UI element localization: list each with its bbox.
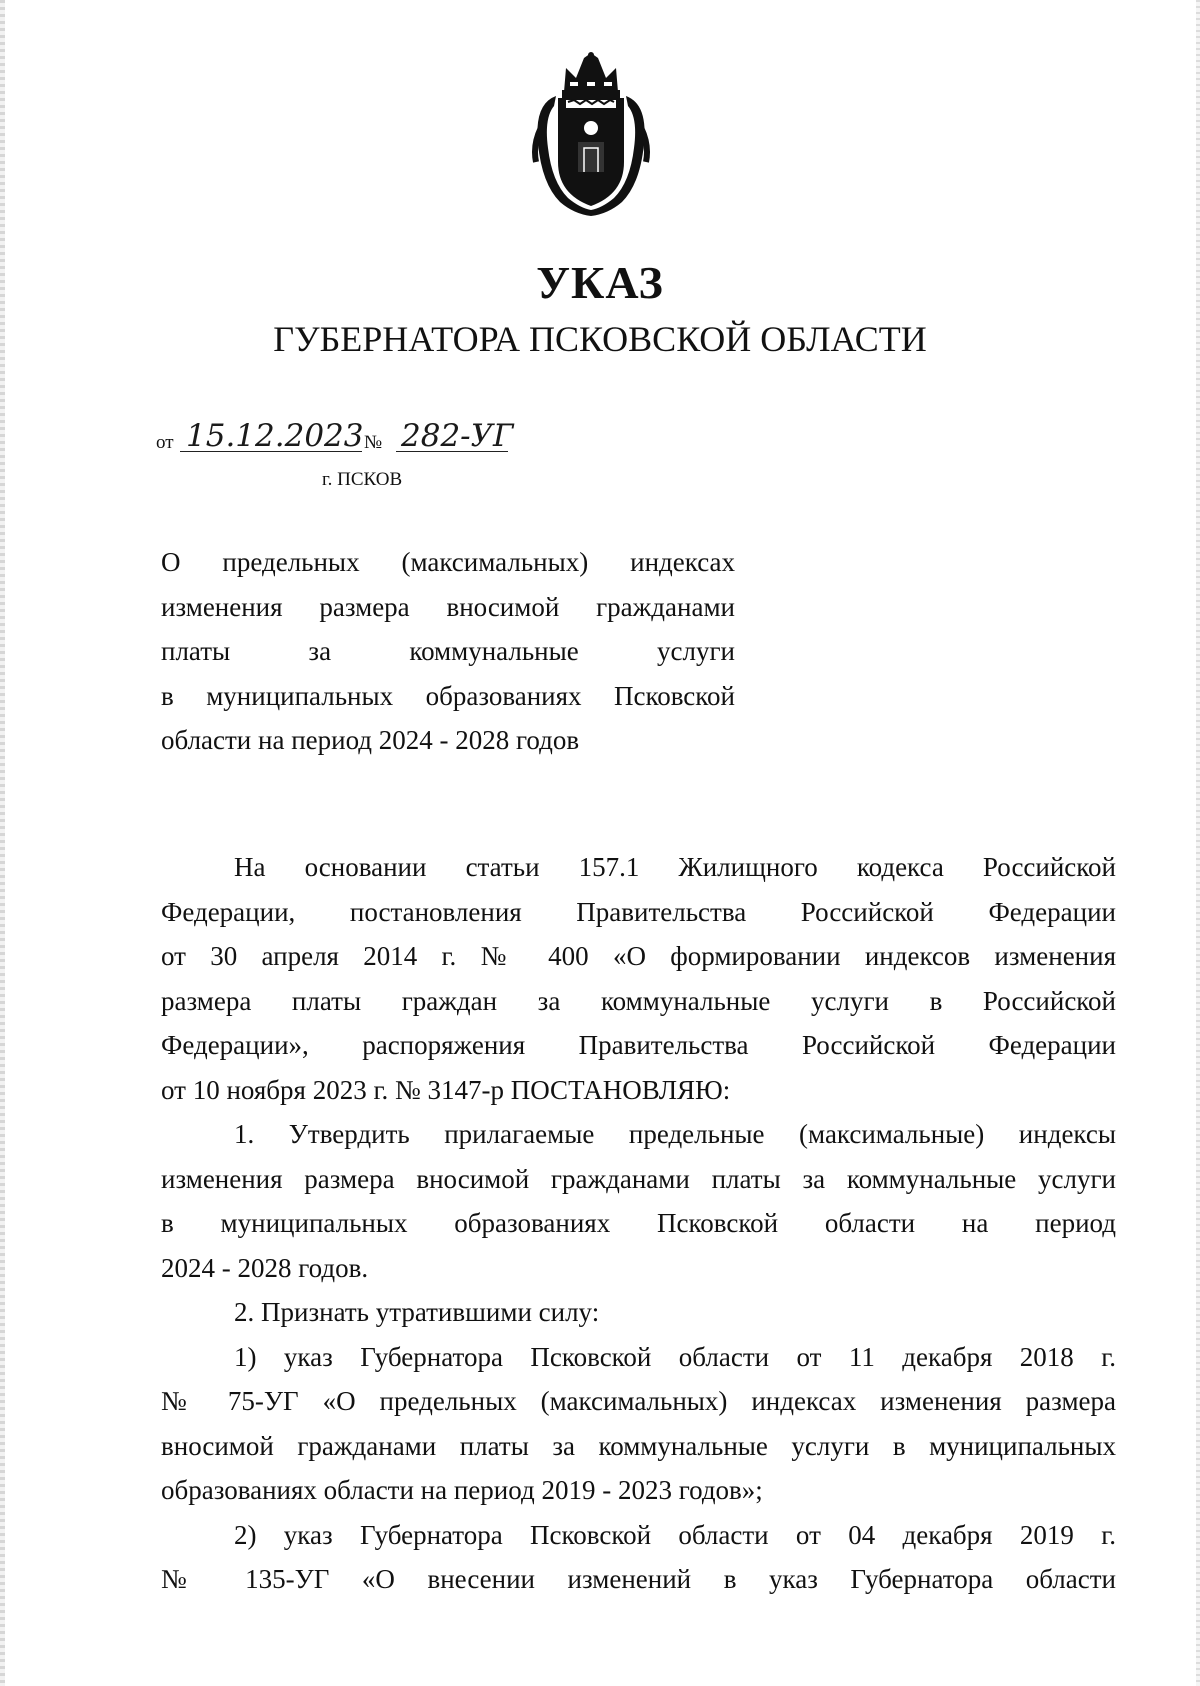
body-line: № 75-УГ «О предельных (максимальных) индексах изменения размера <box>161 1386 1116 1416</box>
date-number-line <box>156 414 576 458</box>
body-line: 1) указ Губернатора Псковской области от 11 декабря 2018 г. <box>234 1341 1116 1372</box>
body-line: вносимой гражданами платы за коммунальные услуги в муниципальных <box>161 1430 1116 1461</box>
subject-line: О предельных (максимальных) индексах <box>161 547 735 577</box>
body-line: от 10 ноября 2023 г. № 3147-р ПОСТАНОВЛЯЮ: <box>161 1074 731 1105</box>
scan-right-edge <box>1196 0 1200 1686</box>
subject-line: изменения размера вносимой гражданами <box>161 591 735 622</box>
subject-line: платы за коммунальные услуги <box>161 636 735 666</box>
body-line: Федерации», распоряжения Правительства Российской Федерации <box>161 1030 1116 1060</box>
document-subject <box>161 540 735 763</box>
body-line: № 135-УГ «О внесении изменений в указ Губернатора области <box>161 1564 1116 1594</box>
subject-line: в муниципальных образованиях Псковской <box>161 680 735 711</box>
body-line: 2024 - 2028 годов. <box>161 1252 369 1283</box>
document-date: 15.12.2023 <box>186 418 364 454</box>
body-line: 2) указ Губернатора Псковской области от 04 декабря 2019 г. <box>234 1519 1116 1550</box>
document-city: г. ПСКОВ <box>322 469 403 490</box>
document-type-title: УКАЗ <box>536 257 664 308</box>
document-body <box>161 845 1116 1602</box>
body-line: в муниципальных образованиях Псковской области на период <box>161 1208 1116 1238</box>
body-line: образованиях области на период 2019 - 2023 годов»; <box>161 1475 763 1505</box>
body-line: Федерации, постановления Правительства Российской Федерации <box>161 896 1116 927</box>
body-line: 2. Признать утратившими силу: <box>234 1297 600 1327</box>
body-line: На основании статьи 157.1 Жилищного кодекса Российской <box>234 852 1116 882</box>
body-line: от 30 апреля 2014 г. № 400 «О формировании индексов изменения <box>161 941 1116 971</box>
document-issuer: ГУБЕРНАТОРА ПСКОВСКОЙ ОБЛАСТИ <box>273 319 927 359</box>
body-line: размера платы граждан за коммунальные услуги в Российской <box>161 985 1116 1016</box>
number-sign: № <box>364 432 383 453</box>
coat-of-arms-icon <box>526 52 656 218</box>
date-prefix: от <box>156 432 174 453</box>
subject-line: области на период 2024 - 2028 годов <box>161 725 580 755</box>
document-number: 282-УГ <box>401 418 514 454</box>
body-line: 1. Утвердить прилагаемые предельные (максимальные) индексы <box>234 1119 1116 1149</box>
body-line: изменения размера вносимой гражданами платы за коммунальные услуги <box>161 1163 1116 1194</box>
scan-left-edge <box>0 0 5 1686</box>
